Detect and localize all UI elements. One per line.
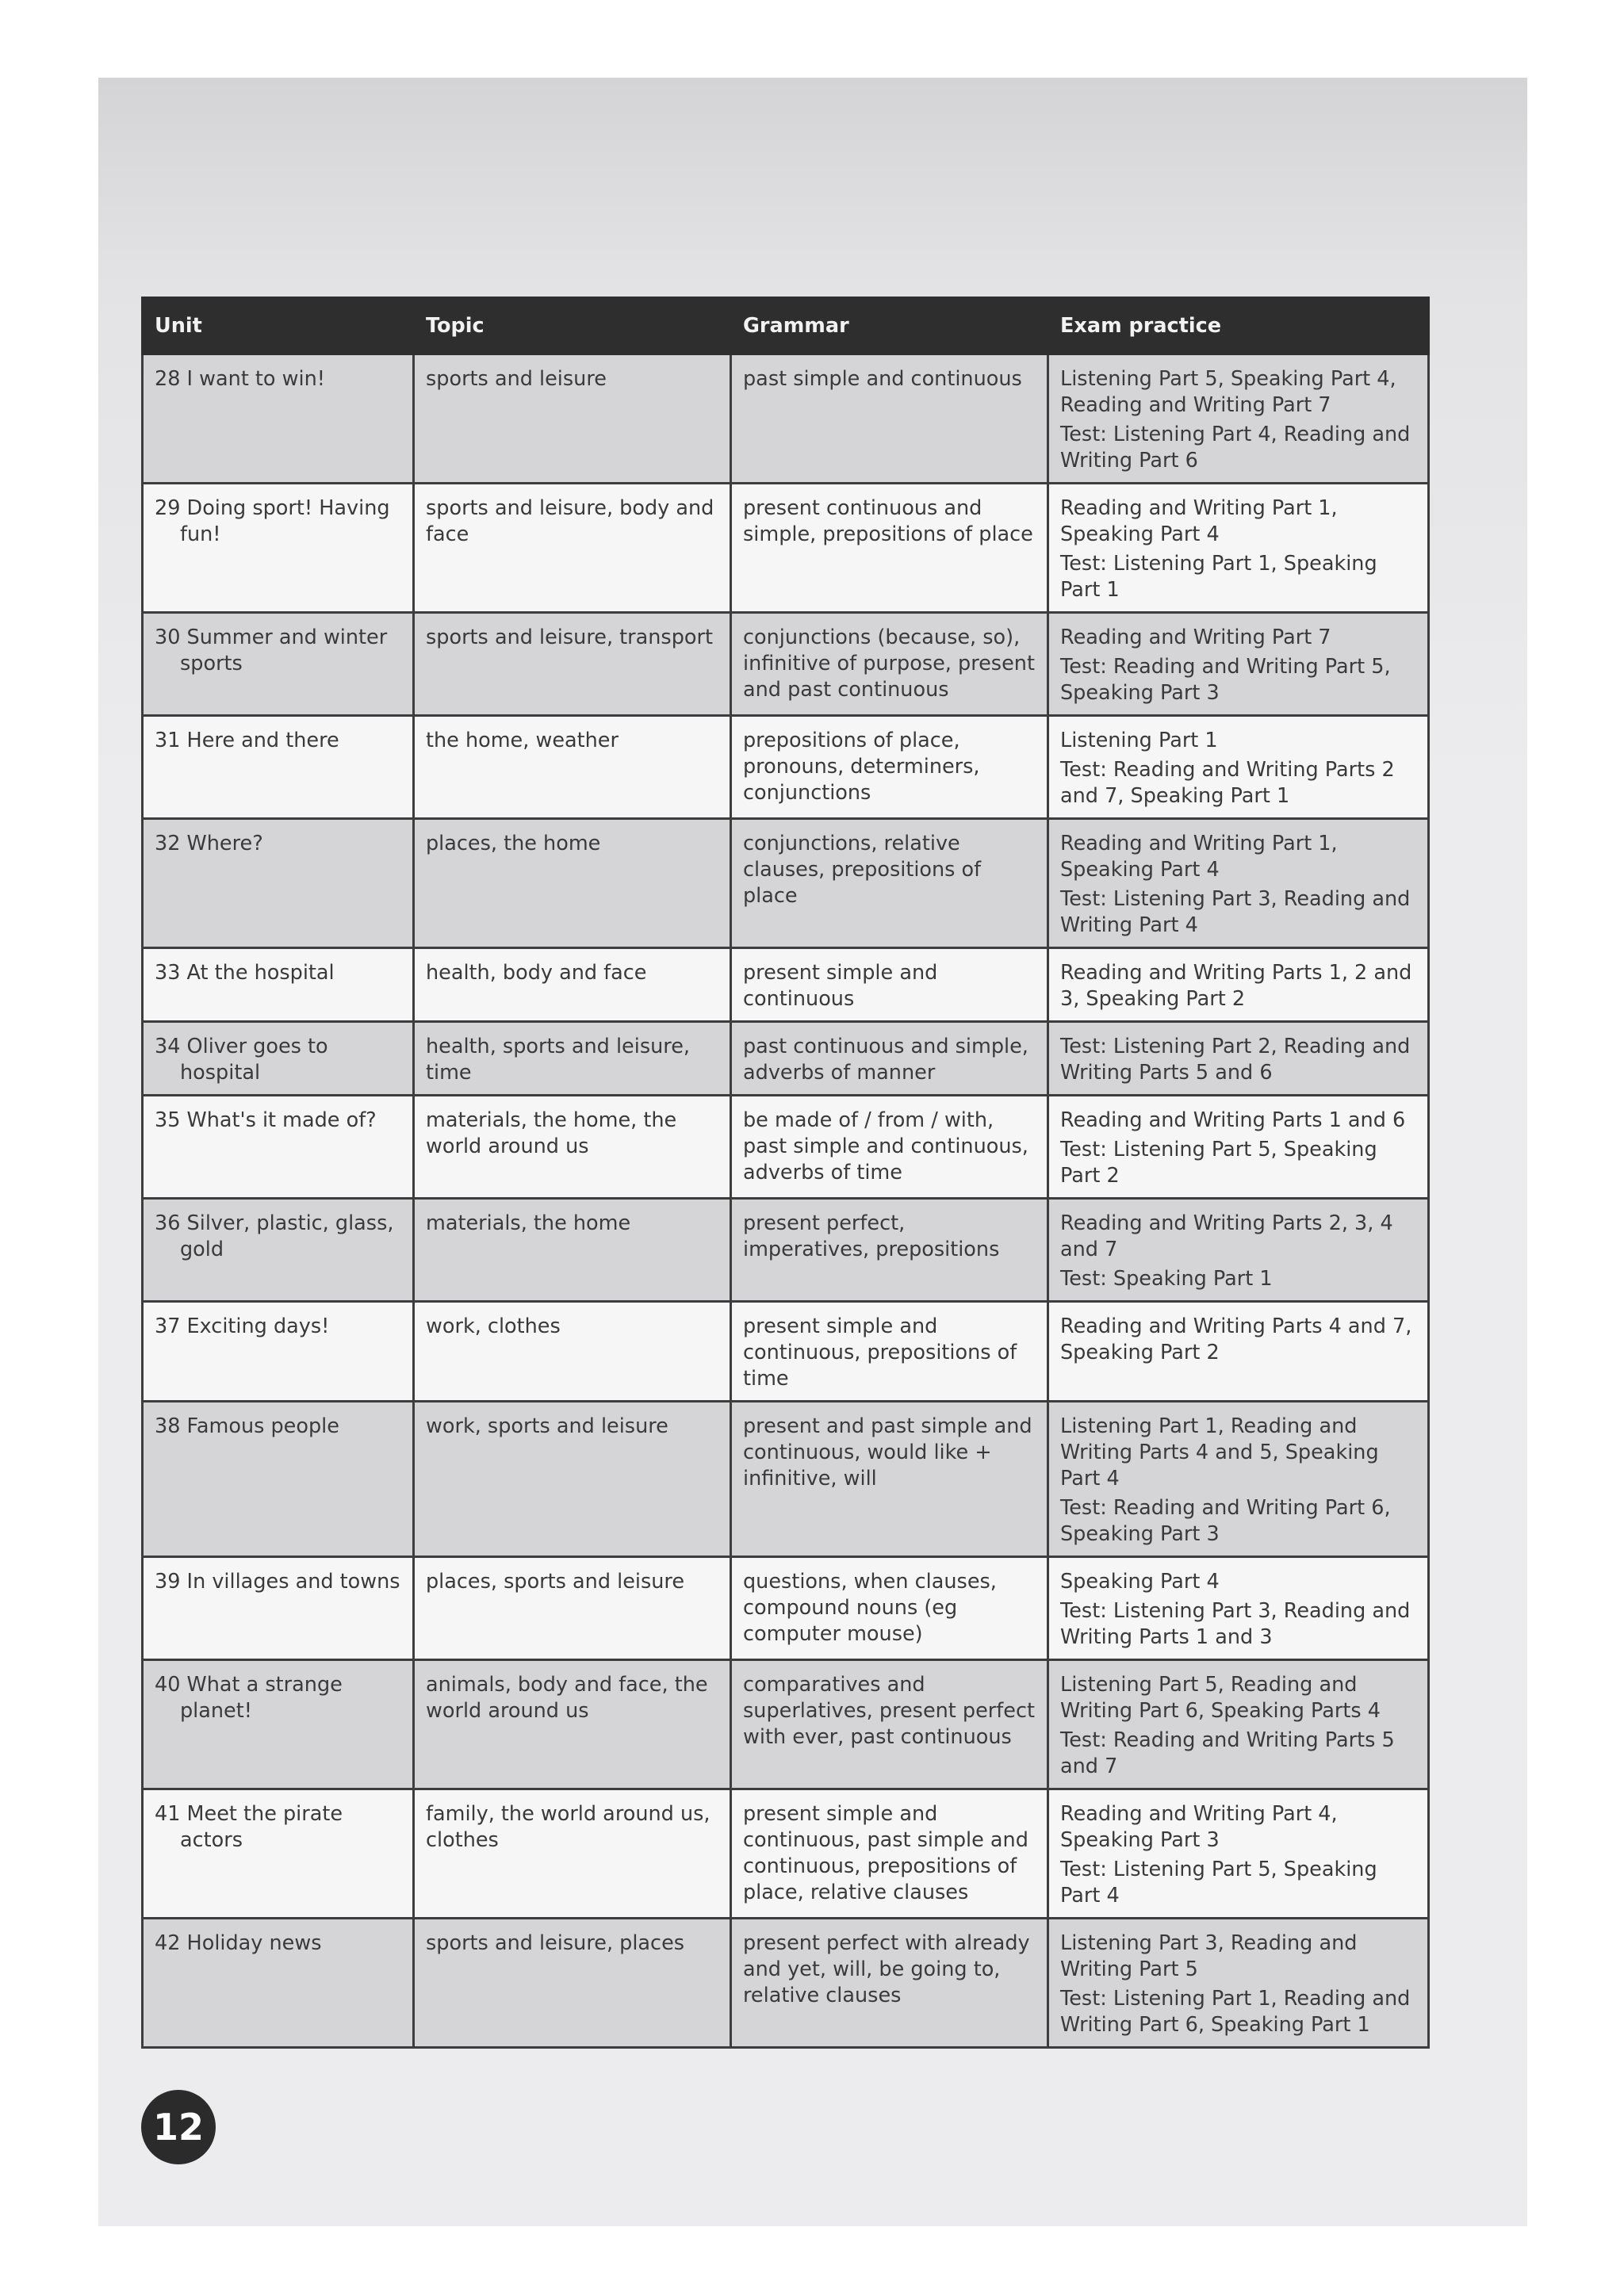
- unit-cell: 37 Exciting days!: [143, 1302, 414, 1402]
- exam-practice-line: Speaking Part 4: [1060, 1570, 1220, 1594]
- exam-practice-cell: [1048, 819, 1429, 948]
- exam-practice-line: Test: Listening Part 1, Speaking Part 1: [1060, 552, 1377, 602]
- exam-practice-line: Reading and Writing Part 4, Speaking Part 3: [1060, 1802, 1338, 1852]
- table-row: [143, 613, 1429, 716]
- grammar-cell: past simple and continuous: [731, 354, 1048, 484]
- topic-cell: places, the home: [414, 819, 731, 948]
- topic-cell: sports and leisure, places: [414, 1919, 731, 2048]
- table-body: [143, 354, 1429, 2048]
- exam-practice-cell: [1048, 1789, 1429, 1919]
- exam-practice-cell: [1048, 1660, 1429, 1789]
- topic-cell: places, sports and leisure: [414, 1557, 731, 1660]
- unit-cell: 30 Summer and winter sports: [143, 613, 414, 716]
- unit-cell: 36 Silver, plastic, glass, gold: [143, 1199, 414, 1302]
- topic-cell: materials, the home: [414, 1199, 731, 1302]
- page-number-badge: 12: [141, 2090, 216, 2164]
- exam-practice-line: Test: Listening Part 3, Reading and Writing Parts 1 and 3: [1060, 1599, 1411, 1649]
- exam-practice-line: Reading and Writing Part 1, Speaking Part 4: [1060, 496, 1338, 546]
- table-row: [143, 484, 1429, 613]
- exam-practice-line: Listening Part 1, Reading and Writing Parts 4 and 5, Speaking Part 4: [1060, 1414, 1379, 1490]
- table-row: [143, 1789, 1429, 1919]
- unit-cell: 41 Meet the pirate actors: [143, 1789, 414, 1919]
- unit-cell: 35 What's it made of?: [143, 1096, 414, 1199]
- exam-practice-line: Listening Part 3, Reading and Writing Part 5: [1060, 1931, 1358, 1981]
- topic-cell: work, clothes: [414, 1302, 731, 1402]
- unit-cell: 31 Here and there: [143, 716, 414, 819]
- grammar-cell: prepositions of place, pronouns, determiners, conjunctions: [731, 716, 1048, 819]
- exam-practice-line: Test: Listening Part 2, Reading and Writing Parts 5 and 6: [1060, 1035, 1411, 1085]
- topic-cell: sports and leisure, body and face: [414, 484, 731, 613]
- topic-cell: family, the world around us, clothes: [414, 1789, 731, 1919]
- grammar-cell: conjunctions (because, so), infinitive of purpose, present and past continuous: [731, 613, 1048, 716]
- grammar-cell: present continuous and simple, prepositions of place: [731, 484, 1048, 613]
- exam-practice-line: Test: Listening Part 3, Reading and Writing Part 4: [1060, 887, 1411, 937]
- exam-practice-line: Test: Listening Part 5, Speaking Part 2: [1060, 1138, 1377, 1188]
- table-row: [143, 1199, 1429, 1302]
- exam-practice-cell: [1048, 1402, 1429, 1557]
- exam-practice-cell: [1048, 1096, 1429, 1199]
- header-topic: Topic: [414, 298, 731, 354]
- exam-practice-cell: [1048, 1919, 1429, 2048]
- grammar-cell: questions, when clauses, compound nouns (eg computer mouse): [731, 1557, 1048, 1660]
- grammar-cell: present perfect, imperatives, prepositions: [731, 1199, 1048, 1302]
- exam-practice-cell: [1048, 1199, 1429, 1302]
- unit-cell: 33 At the hospital: [143, 948, 414, 1022]
- grammar-cell: present perfect with already and yet, will, be going to, relative clauses: [731, 1919, 1048, 2048]
- grammar-cell: present simple and continuous, prepositions of time: [731, 1302, 1048, 1402]
- syllabus-table: [141, 297, 1430, 2049]
- exam-practice-line: Reading and Writing Part 7: [1060, 626, 1331, 649]
- exam-practice-cell: [1048, 354, 1429, 484]
- unit-cell: 34 Oliver goes to hospital: [143, 1022, 414, 1096]
- exam-practice-cell: [1048, 613, 1429, 716]
- table-row: [143, 948, 1429, 1022]
- unit-cell: 42 Holiday news: [143, 1919, 414, 2048]
- grammar-cell: past continuous and simple, adverbs of manner: [731, 1022, 1048, 1096]
- topic-cell: work, sports and leisure: [414, 1402, 731, 1557]
- exam-practice-line: Listening Part 5, Speaking Part 4, Reading and Writing Part 7: [1060, 367, 1396, 417]
- exam-practice-cell: [1048, 1557, 1429, 1660]
- exam-practice-line: Reading and Writing Parts 2, 3, 4 and 7: [1060, 1211, 1393, 1261]
- exam-practice-line: Reading and Writing Parts 1 and 6: [1060, 1108, 1406, 1132]
- unit-cell: 32 Where?: [143, 819, 414, 948]
- table-row: [143, 1660, 1429, 1789]
- topic-cell: sports and leisure: [414, 354, 731, 484]
- unit-cell: 29 Doing sport! Having fun!: [143, 484, 414, 613]
- unit-cell: 40 What a strange planet!: [143, 1660, 414, 1789]
- table-row: [143, 354, 1429, 484]
- unit-cell: 38 Famous people: [143, 1402, 414, 1557]
- topic-cell: materials, the home, the world around us: [414, 1096, 731, 1199]
- grammar-cell: be made of / from / with, past simple and continuous, adverbs of time: [731, 1096, 1048, 1199]
- exam-practice-line: Test: Listening Part 5, Speaking Part 4: [1060, 1858, 1377, 1908]
- header-exam-practice: Exam practice: [1048, 298, 1429, 354]
- grammar-cell: present simple and continuous, past simple and continuous, prepositions of place, relative clauses: [731, 1789, 1048, 1919]
- grammar-cell: present and past simple and continuous, would like + infinitive, will: [731, 1402, 1048, 1557]
- exam-practice-line: Test: Listening Part 1, Reading and Writing Part 6, Speaking Part 1: [1060, 1987, 1411, 2037]
- topic-cell: sports and leisure, transport: [414, 613, 731, 716]
- table-row: [143, 819, 1429, 948]
- table-row: [143, 1022, 1429, 1096]
- table-row: [143, 1402, 1429, 1557]
- topic-cell: animals, body and face, the world around us: [414, 1660, 731, 1789]
- exam-practice-line: Test: Listening Part 4, Reading and Writing Part 6: [1060, 423, 1411, 473]
- topic-cell: health, sports and leisure, time: [414, 1022, 731, 1096]
- exam-practice-cell: [1048, 484, 1429, 613]
- exam-practice-line: Reading and Writing Parts 4 and 7, Speaking Part 2: [1060, 1314, 1412, 1364]
- grammar-cell: conjunctions, relative clauses, prepositions of place: [731, 819, 1048, 948]
- exam-practice-cell: [1048, 1302, 1429, 1402]
- header-unit: Unit: [143, 298, 414, 354]
- exam-practice-cell: [1048, 1022, 1429, 1096]
- exam-practice-cell: [1048, 716, 1429, 819]
- grammar-cell: comparatives and superlatives, present perfect with ever, past continuous: [731, 1660, 1048, 1789]
- exam-practice-line: Listening Part 1: [1060, 729, 1218, 752]
- unit-cell: 28 I want to win!: [143, 354, 414, 484]
- topic-cell: the home, weather: [414, 716, 731, 819]
- table-row: [143, 1096, 1429, 1199]
- table-row: [143, 1302, 1429, 1402]
- table-row: [143, 716, 1429, 819]
- exam-practice-line: Test: Reading and Writing Parts 2 and 7, Speaking Part 1: [1060, 758, 1395, 808]
- table-header-row: [143, 298, 1429, 354]
- exam-practice-line: Test: Reading and Writing Parts 5 and 7: [1060, 1728, 1395, 1778]
- table-row: [143, 1557, 1429, 1660]
- exam-practice-line: Test: Reading and Writing Part 5, Speaking Part 3: [1060, 655, 1391, 705]
- exam-practice-line: Test: Reading and Writing Part 6, Speaking Part 3: [1060, 1496, 1391, 1546]
- header-grammar: Grammar: [731, 298, 1048, 354]
- exam-practice-line: Reading and Writing Parts 1, 2 and 3, Speaking Part 2: [1060, 961, 1412, 1011]
- grammar-cell: present simple and continuous: [731, 948, 1048, 1022]
- exam-practice-cell: [1048, 948, 1429, 1022]
- topic-cell: health, body and face: [414, 948, 731, 1022]
- exam-practice-line: Test: Speaking Part 1: [1060, 1267, 1273, 1291]
- exam-practice-line: Reading and Writing Part 1, Speaking Part 4: [1060, 832, 1338, 882]
- table-row: [143, 1919, 1429, 2048]
- exam-practice-line: Listening Part 5, Reading and Writing Part 6, Speaking Parts 4: [1060, 1673, 1381, 1723]
- unit-cell: 39 In villages and towns: [143, 1557, 414, 1660]
